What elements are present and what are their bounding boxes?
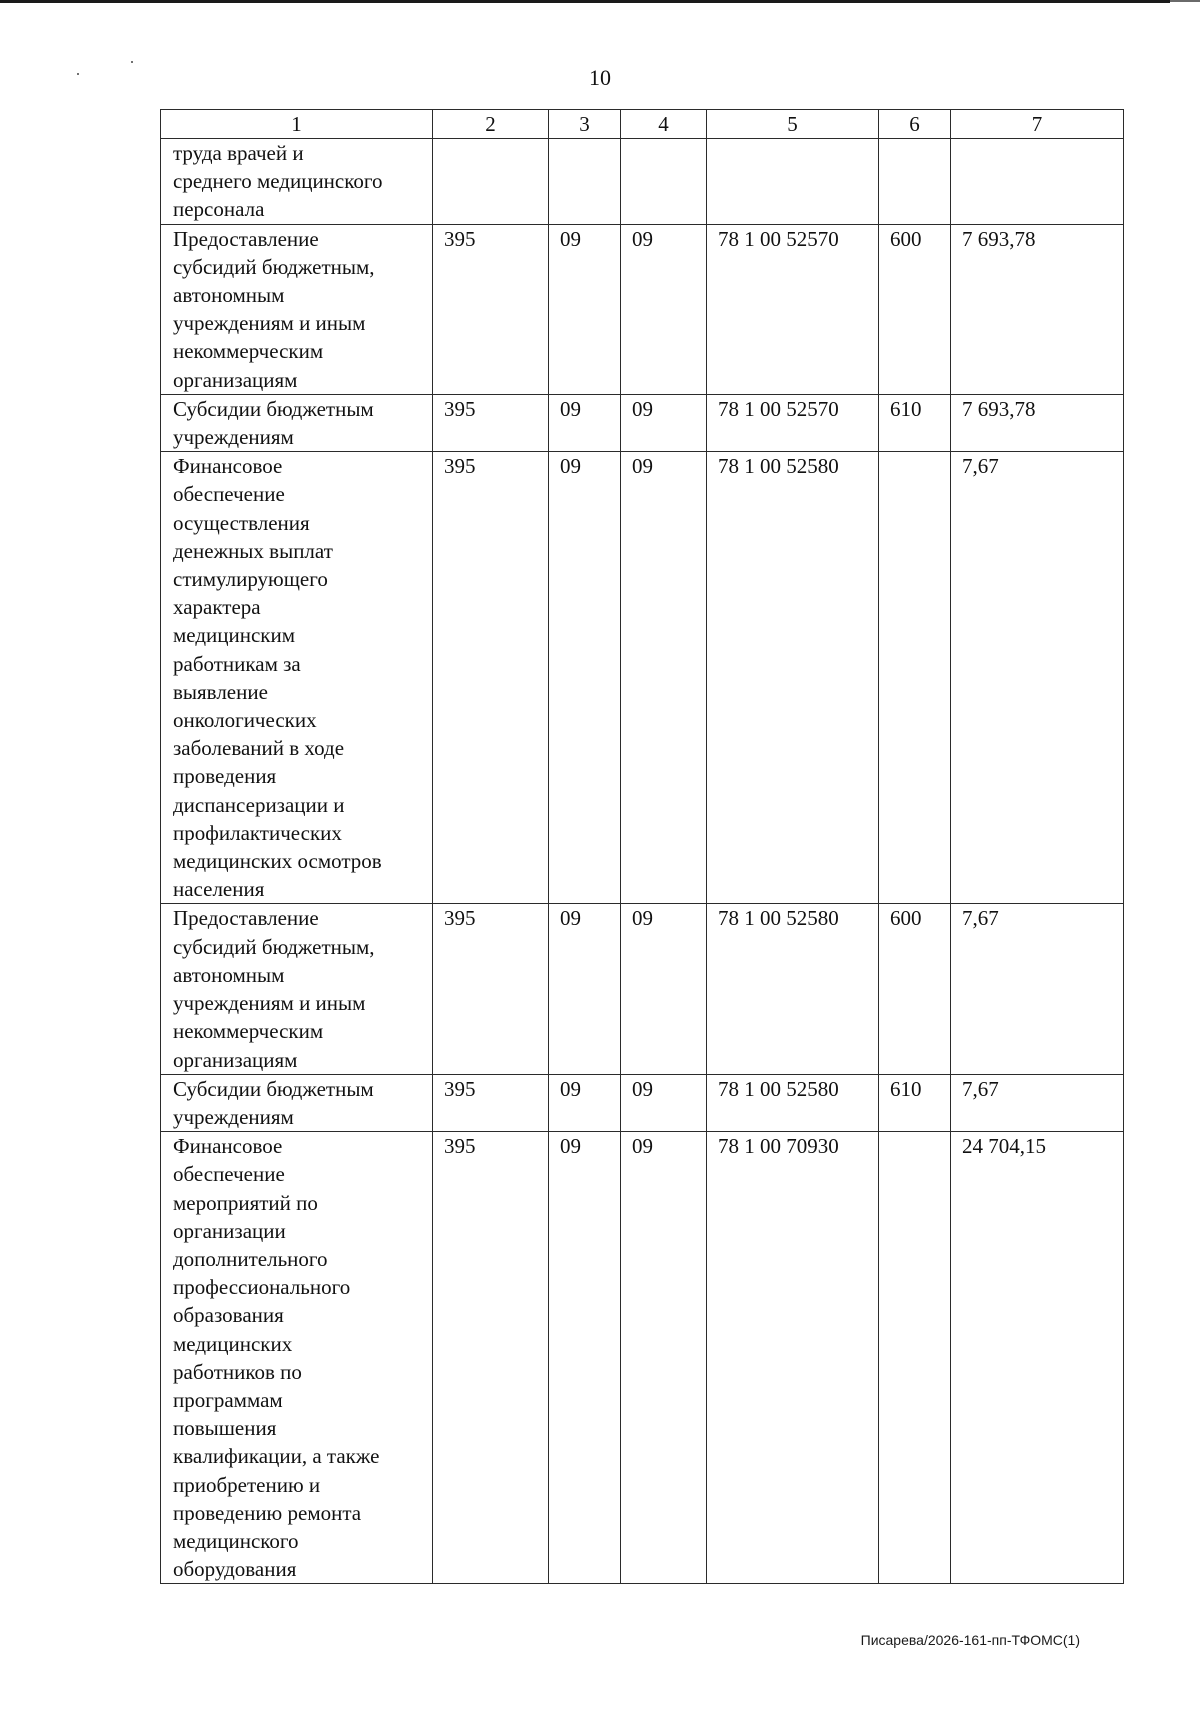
section-cell: 09 xyxy=(549,452,621,904)
target-article-cell xyxy=(707,139,879,225)
subsection-cell xyxy=(621,139,707,225)
column-header: 4 xyxy=(621,110,707,139)
column-header: 5 xyxy=(707,110,879,139)
subsection-cell: 09 xyxy=(621,224,707,394)
expense-type-cell: 610 xyxy=(879,394,951,451)
ministry-code-cell: 395 xyxy=(433,1132,549,1584)
expenditure-name-cell: Предоставление субсидий бюджетным, автономным учреждениям и иным некоммерческим организациям xyxy=(161,904,433,1074)
expenditure-name-cell: Финансовое обеспечение мероприятий по организации дополнительного профессионального образования медицинских работников по программам повышения квалификации, а также приобретению и проведению ремонта медицинского оборудования xyxy=(161,1132,433,1584)
ministry-code-cell: 395 xyxy=(433,904,549,1074)
amount-cell: 7,67 xyxy=(951,452,1124,904)
expenditure-name-cell: Субсидии бюджетным учреждениям xyxy=(161,1074,433,1131)
expense-type-cell: 600 xyxy=(879,224,951,394)
table-row xyxy=(161,394,1124,451)
page-number: 10 xyxy=(589,65,611,90)
table-header-row xyxy=(161,110,1124,139)
column-header: 7 xyxy=(951,110,1124,139)
document-footer-id: Писарева/2026-161-пп-ТФОМС(1) xyxy=(860,1632,1080,1648)
section-cell: 09 xyxy=(549,224,621,394)
column-header: 3 xyxy=(549,110,621,139)
table-row xyxy=(161,904,1124,1074)
ministry-code-cell: 395 xyxy=(433,452,549,904)
section-cell: 09 xyxy=(549,1132,621,1584)
subsection-cell: 09 xyxy=(621,394,707,451)
scan-speck xyxy=(131,61,133,63)
expenditure-name-cell: Субсидии бюджетным учреждениям xyxy=(161,394,433,451)
ministry-code-cell xyxy=(433,139,549,225)
amount-cell: 7,67 xyxy=(951,904,1124,1074)
column-header: 2 xyxy=(433,110,549,139)
section-cell: 09 xyxy=(549,904,621,1074)
expense-type-cell: 610 xyxy=(879,1074,951,1131)
expense-type-cell: 600 xyxy=(879,904,951,1074)
expense-type-cell xyxy=(879,1132,951,1584)
target-article-cell: 78 1 00 70930 xyxy=(707,1132,879,1584)
target-article-cell: 78 1 00 52580 xyxy=(707,1074,879,1131)
amount-cell: 7,67 xyxy=(951,1074,1124,1131)
subsection-cell: 09 xyxy=(621,1074,707,1131)
section-cell: 09 xyxy=(549,1074,621,1131)
amount-cell: 7 693,78 xyxy=(951,394,1124,451)
expenditure-name-cell: труда врачей и среднего медицинского персонала xyxy=(161,139,433,225)
target-article-cell: 78 1 00 52580 xyxy=(707,452,879,904)
ministry-code-cell: 395 xyxy=(433,394,549,451)
target-article-cell: 78 1 00 52570 xyxy=(707,394,879,451)
subsection-cell: 09 xyxy=(621,904,707,1074)
expense-type-cell xyxy=(879,452,951,904)
target-article-cell: 78 1 00 52570 xyxy=(707,224,879,394)
table-row xyxy=(161,1074,1124,1131)
table-row xyxy=(161,224,1124,394)
expenditure-name-cell: Предоставление субсидий бюджетным, автономным учреждениям и иным некоммерческим организациям xyxy=(161,224,433,394)
table-row xyxy=(161,452,1124,904)
subsection-cell: 09 xyxy=(621,452,707,904)
column-header: 6 xyxy=(879,110,951,139)
amount-cell: 7 693,78 xyxy=(951,224,1124,394)
scan-edge-top xyxy=(0,0,1170,3)
amount-cell: 24 704,15 xyxy=(951,1132,1124,1584)
amount-cell xyxy=(951,139,1124,225)
expense-type-cell xyxy=(879,139,951,225)
budget-table xyxy=(160,109,1124,1584)
target-article-cell: 78 1 00 52580 xyxy=(707,904,879,1074)
table-row xyxy=(161,1132,1124,1584)
section-cell xyxy=(549,139,621,225)
scan-edge-right xyxy=(1170,0,1200,2)
expenditure-name-cell: Финансовое обеспечение осуществления денежных выплат стимулирующего характера медицинским работникам за выявление онкологических заболеваний в ходе проведения диспансеризации и профилактических медицинских осмотров населения xyxy=(161,452,433,904)
ministry-code-cell: 395 xyxy=(433,1074,549,1131)
table-row xyxy=(161,139,1124,225)
column-header: 1 xyxy=(161,110,433,139)
ministry-code-cell: 395 xyxy=(433,224,549,394)
subsection-cell: 09 xyxy=(621,1132,707,1584)
section-cell: 09 xyxy=(549,394,621,451)
